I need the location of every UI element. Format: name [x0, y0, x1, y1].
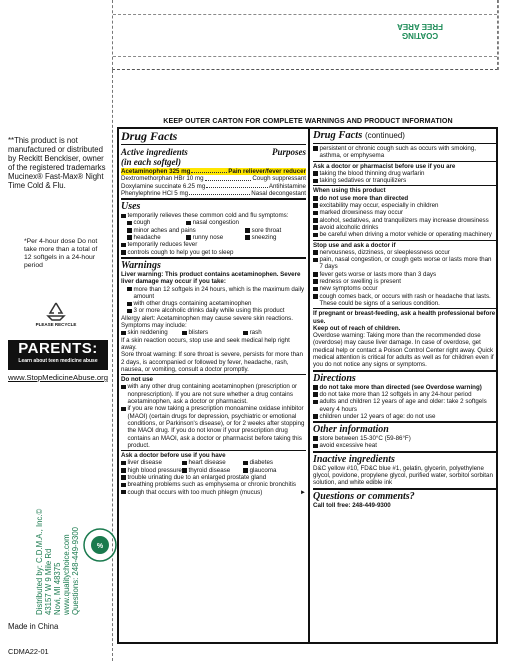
recycle-icon: [38, 300, 74, 322]
continued-label: (continued): [364, 131, 405, 140]
when-using-item: be careful when driving a motor vehicle or operating machinery: [313, 231, 496, 238]
ask-pharmacist-title: Ask a doctor or pharmacist before use if you are: [313, 162, 456, 170]
allergy-alert: Allergy alert: Acetaminophen may cause severe skin reactions. Symptoms may include:: [121, 314, 293, 330]
distributor-block: [26, 455, 118, 620]
parents-subtitle: Learn about teen medicine abuse: [18, 358, 98, 364]
allergy-item: rash: [243, 329, 304, 336]
liver-warning: Liver warning: This product contains acetaminophen. Severe liver damage may occur if you take:: [121, 270, 301, 286]
directions-item: children under 12 years of age: do not use: [313, 413, 496, 420]
ask-doctor-title: Ask a doctor before use if you have: [121, 452, 226, 460]
uses-title: Uses: [121, 201, 141, 213]
stop-use-title: Stop use and ask a doctor if: [313, 241, 396, 249]
pharmacist-item: taking the blood thinning drug warfarin: [313, 170, 496, 177]
svg-text:%: %: [96, 543, 104, 550]
questions-title: Questions or comments?: [313, 490, 415, 502]
when-using-item: do not use more than directed: [313, 195, 496, 202]
top-flap: [112, 0, 498, 70]
ingredient-row: [121, 190, 306, 197]
ingredient-row: [121, 168, 306, 175]
condition-item: trouble urinating due to an enlarged prostate gland: [121, 474, 306, 481]
overdose-warning: Overdose warning: Taking more than the recommended dose (overdose) may cause liver damage. In case of overdose, get medical help or contact a Poison Control Center right away. Quick medical attention is critical for adults as well as for children even if you do not notice any signs or symptoms.: [313, 332, 494, 369]
symptom-item: headache: [127, 234, 186, 241]
inactive-ingredients-title: Inactive ingredients: [313, 453, 395, 465]
questions-phone: Call toll free: 248-449-9300: [313, 501, 391, 509]
ingredient-name: Doxylamine succinate 6.25 mg: [121, 182, 206, 190]
parents-title: PARENTS:: [18, 340, 98, 357]
ingredient-purpose: Cough suppressant: [252, 175, 306, 183]
liver-item: 3 or more alcoholic drinks daily while using this product: [121, 307, 306, 314]
distributor-line: 43157 W 9 Mile Rd: [44, 548, 53, 615]
warnings-title: Warnings: [121, 259, 161, 271]
distributor-line: Distributed by: C.D.M.A., Inc.©: [35, 508, 44, 615]
stop-use-item: new symptoms occur: [313, 285, 496, 292]
stop-use-item: cough comes back, or occurs with rash or headache that lasts. These could be signs of a serious condition.: [313, 293, 496, 308]
please-recycle-label: PLEASE RECYCLE: [35, 322, 77, 327]
keep-out-of-reach: Keep out of reach of children.: [313, 324, 401, 332]
stop-medicine-abuse-link: www.StopMedicineAbuse.org: [8, 373, 108, 382]
dose-note: *Per 4-hour dose Do not take more than a total of 12 softgels in a 24-hour period: [24, 238, 98, 269]
ingredient-purpose: Nasal decongestant: [251, 189, 306, 197]
distributor-line: Novi, MI 48375: [53, 562, 62, 615]
symptom-grid: [121, 219, 306, 241]
condition-item: breathing problems such as emphysema or chronic bronchitis: [121, 481, 306, 488]
drug-facts-column-left: [121, 130, 306, 496]
condition-item: diabetes: [243, 459, 304, 466]
do-not-use-item: if you are now taking a prescription monoamine oxidase inhibitor (MAOI) (certain drugs for depression, psychiatric or emotional conditions, or Parkinson's disease), or for 2 weeks after stopping the MAOI drug. If you do not know if your prescription drug contains an MAOI, ask a doctor or pharmacist before taking this product.: [121, 405, 306, 449]
ingredient-purpose: Pain reliever/fever reducer: [228, 168, 306, 175]
coating-free-area-label: [385, 22, 455, 40]
flap-edge: [498, 0, 510, 70]
ingredient-name: Dextromethorphan HBr 10 mg: [121, 175, 204, 183]
other-information-title: Other information: [313, 424, 389, 436]
drug-facts-column-right: [313, 130, 496, 509]
symptom-item: runny nose: [186, 234, 245, 241]
drug-facts-title: Drug Facts: [121, 129, 178, 143]
ingredient-purpose: Antihistamine: [268, 182, 306, 190]
symptom-item: minor aches and pains: [127, 227, 245, 234]
allergy-grid: [121, 329, 306, 336]
when-using-item: marked drowsiness may occur: [313, 209, 496, 216]
distributor-line: www.qualitychoice.com: [62, 534, 71, 615]
stop-use-item: fever gets worse or lasts more than 3 days: [313, 271, 496, 278]
condition-item: cough that occurs with too much phlegm (mucus) ►: [121, 489, 306, 496]
directions-title: Directions: [313, 372, 356, 384]
ingredient-row: [121, 175, 306, 182]
other-info-item: avoid excessive heat: [313, 442, 496, 449]
uses-extra-item: controls cough to help you get to sleep: [121, 249, 306, 256]
product-code: CDMA22-01: [8, 647, 49, 656]
allergy-item: blisters: [182, 329, 243, 336]
inactive-ingredients-text: D&C yellow #10, FD&C blue #1, gelatin, glycerin, polyethylene glycol, povidone, propylene glycol, purified water, sorbitol sorbitan solution, and white edible ink: [313, 464, 493, 487]
do-not-use-item: with any other drug containing acetaminophen (prescription or nonprescription). If you are not sure whether a drug contains acetaminophen, ask a doctor or pharmacist.: [121, 383, 306, 405]
condition-item: heart disease: [182, 459, 243, 466]
stop-use-item: redness or swelling is present: [313, 278, 496, 285]
symptom-item: cough: [127, 219, 186, 226]
ask-doctor-grid: [121, 459, 306, 474]
uses-extra-item: temporarily reduces fever: [121, 241, 306, 248]
made-in-label: Made in China: [8, 622, 59, 631]
directions-item: do not take more than 12 softgels in any 24-hour period: [313, 391, 496, 398]
ingredient-row: [121, 183, 306, 190]
directions-item: adults and children 12 years of age and older: take 2 softgels every 4 hours: [313, 398, 496, 413]
liver-item: with other drugs containing acetaminophen: [121, 300, 306, 307]
when-using-item: avoid alcoholic drinks: [313, 224, 496, 231]
column-divider: [308, 127, 310, 644]
drug-facts-continued-title: Drug Facts (continued): [313, 130, 405, 141]
do-not-use-title: Do not use: [121, 376, 153, 384]
other-info-item: store between 15-30°C (59-86°F): [313, 435, 496, 442]
ingredient-name: Phenylephrine HCl 5 mg: [121, 189, 189, 197]
allergy-tail: If a skin reaction occurs, stop use and seek medical help right away.: [121, 336, 290, 351]
uses-intro: temporarily relieves these common cold and flu symptoms:: [121, 212, 306, 219]
when-using-title: When using this product: [313, 187, 386, 195]
sore-throat-warning: Sore throat warning: If sore throat is severe, persists for more than 2 days, is accompanied or followed by fever, headache, rash, nausea, or vomiting, consult a doctor promptly.: [121, 351, 303, 373]
pharmacist-item: taking sedatives or tranquilizers: [313, 177, 496, 184]
condition-item: thyroid disease: [182, 467, 243, 474]
active-ingredients-header: Active ingredients: [121, 147, 188, 157]
symptom-item: nasal congestion: [186, 219, 304, 226]
distributor-line: Questions: 248-449-9300: [71, 527, 80, 615]
continued-item: persistent or chronic cough such as occurs with smoking, asthma, or emphysema: [313, 145, 496, 160]
condition-item: liver disease: [121, 459, 182, 466]
liver-item: more than 12 softgels in 24 hours, which is the maximum daily amount: [121, 286, 306, 301]
purposes-header: Purposes: [271, 147, 306, 157]
symptom-item: sore throat: [245, 227, 304, 234]
carton-headline: KEEP OUTER CARTON FOR COMPLETE WARNINGS AND PRODUCT INFORMATION: [163, 117, 453, 125]
guarantee-seal: [84, 529, 116, 561]
condition-item: glaucoma: [243, 467, 304, 474]
pregnancy-warning: If pregnant or breast-feeding, ask a health professional before use.: [313, 310, 496, 325]
directions-item: do not take more than directed (see Overdose warning): [313, 384, 496, 391]
symptom-item: sneezing: [245, 234, 304, 241]
allergy-item: skin reddening: [121, 329, 182, 336]
parents-banner: [8, 340, 108, 370]
stop-use-item: pain, nasal congestion, or cough gets worse or lasts more than 7 days: [313, 256, 496, 271]
active-sub-header: (in each softgel): [121, 157, 181, 167]
distributor-disclaimer: **This product is not manufactured or distributed by Reckitt Benckiser, owner of the registered trademarks Mucinex® Fast-Max® Night Time Cold & Flu.: [8, 136, 106, 190]
stop-use-item: nervousness, dizziness, or sleeplessness occur: [313, 249, 496, 256]
ingredient-name: Acetaminophen 325 mg: [121, 168, 191, 175]
coating-label: COATING: [401, 31, 439, 40]
when-using-item: alcohol, sedatives, and tranquilizers may increase drowsiness: [313, 217, 496, 224]
condition-item: high blood pressure: [121, 467, 182, 474]
when-using-item: excitability may occur, especially in children: [313, 202, 496, 209]
continue-arrow-icon: ►: [299, 488, 306, 496]
free-area-label: FREE AREA: [397, 22, 443, 31]
